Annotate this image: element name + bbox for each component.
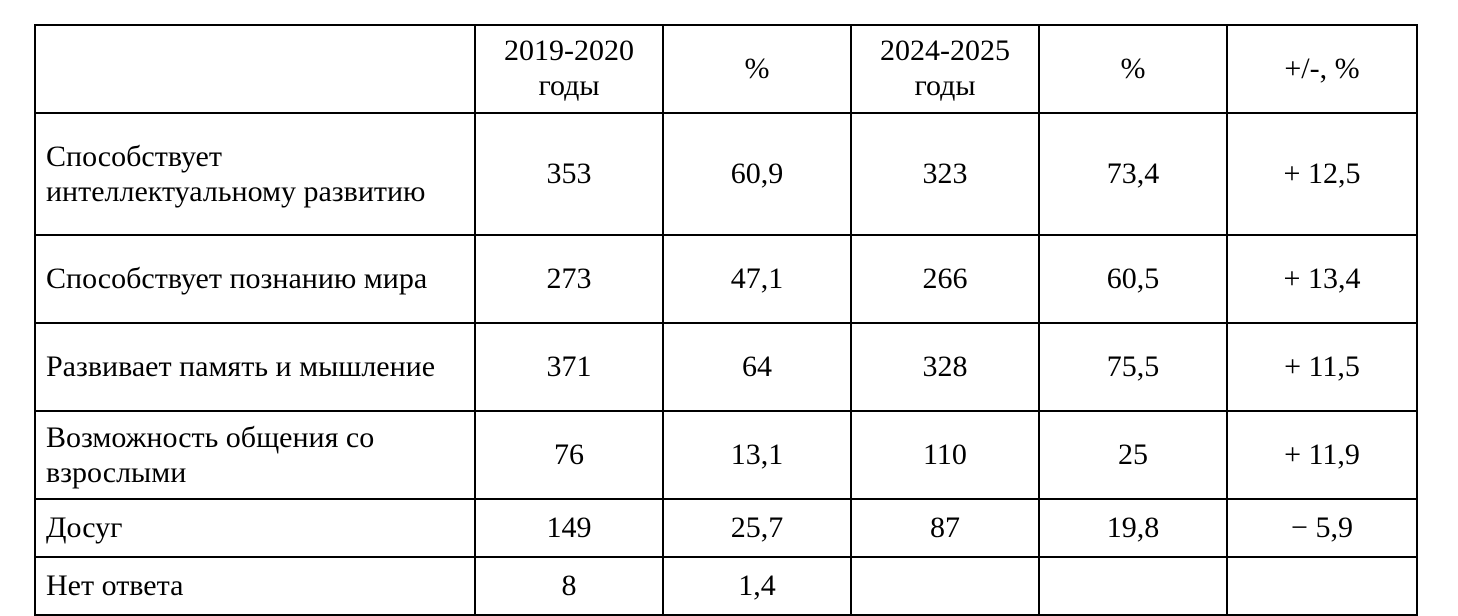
row-value-period-2: 323 xyxy=(851,113,1039,235)
header-row xyxy=(35,25,1417,113)
row-percent-period-2 xyxy=(1039,557,1227,615)
row-difference: + 11,9 xyxy=(1227,411,1417,499)
row-percent-period-2: 19,8 xyxy=(1039,499,1227,557)
row-label: Досуг xyxy=(35,499,475,557)
row-difference: − 5,9 xyxy=(1227,499,1417,557)
header-cell-period-1 xyxy=(475,25,663,113)
row-percent-period-1: 1,4 xyxy=(663,557,851,615)
header-period-1-line1: 2019-2020 xyxy=(504,34,634,68)
comparison-table xyxy=(34,24,1418,616)
row-value-period-2: 266 xyxy=(851,235,1039,323)
row-difference xyxy=(1227,557,1417,615)
row-value-period-1: 273 xyxy=(475,235,663,323)
row-percent-period-2: 75,5 xyxy=(1039,323,1227,411)
row-difference: + 12,5 xyxy=(1227,113,1417,235)
header-cell-difference: +/-, % xyxy=(1227,25,1417,113)
row-value-period-2: 87 xyxy=(851,499,1039,557)
row-percent-period-2: 60,5 xyxy=(1039,235,1227,323)
table-row xyxy=(35,235,1417,323)
header-cell-percent-1: % xyxy=(663,25,851,113)
row-value-period-2 xyxy=(851,557,1039,615)
row-value-period-1: 149 xyxy=(475,499,663,557)
header-cell-period-2 xyxy=(851,25,1039,113)
row-percent-period-1: 47,1 xyxy=(663,235,851,323)
table-row xyxy=(35,323,1417,411)
row-label: Развивает память и мышление xyxy=(35,323,475,411)
row-percent-period-1: 64 xyxy=(663,323,851,411)
table-row xyxy=(35,499,1417,557)
table-row xyxy=(35,113,1417,235)
header-cell-percent-2: % xyxy=(1039,25,1227,113)
row-label: Способствует интеллектуальному развитию xyxy=(35,113,475,235)
row-label: Нет ответа xyxy=(35,557,475,615)
row-difference: + 11,5 xyxy=(1227,323,1417,411)
row-label: Возможность общения со взрослыми xyxy=(35,411,475,499)
table-body xyxy=(35,113,1417,615)
row-percent-period-1: 13,1 xyxy=(663,411,851,499)
header-cell-label xyxy=(35,25,475,113)
row-difference: + 13,4 xyxy=(1227,235,1417,323)
table-row xyxy=(35,557,1417,615)
table-row xyxy=(35,411,1417,499)
row-value-period-2: 328 xyxy=(851,323,1039,411)
row-percent-period-1: 60,9 xyxy=(663,113,851,235)
row-value-period-1: 76 xyxy=(475,411,663,499)
row-percent-period-2: 73,4 xyxy=(1039,113,1227,235)
row-value-period-1: 371 xyxy=(475,323,663,411)
header-period-2-line1: 2024-2025 xyxy=(880,34,1010,68)
row-value-period-1: 353 xyxy=(475,113,663,235)
row-label: Способствует познанию мира xyxy=(35,235,475,323)
table-header xyxy=(35,25,1417,113)
row-value-period-2: 110 xyxy=(851,411,1039,499)
row-percent-period-1: 25,7 xyxy=(663,499,851,557)
header-period-2-line2: годы xyxy=(914,69,976,102)
row-value-period-1: 8 xyxy=(475,557,663,615)
row-percent-period-2: 25 xyxy=(1039,411,1227,499)
header-period-1-line2: годы xyxy=(538,69,600,102)
